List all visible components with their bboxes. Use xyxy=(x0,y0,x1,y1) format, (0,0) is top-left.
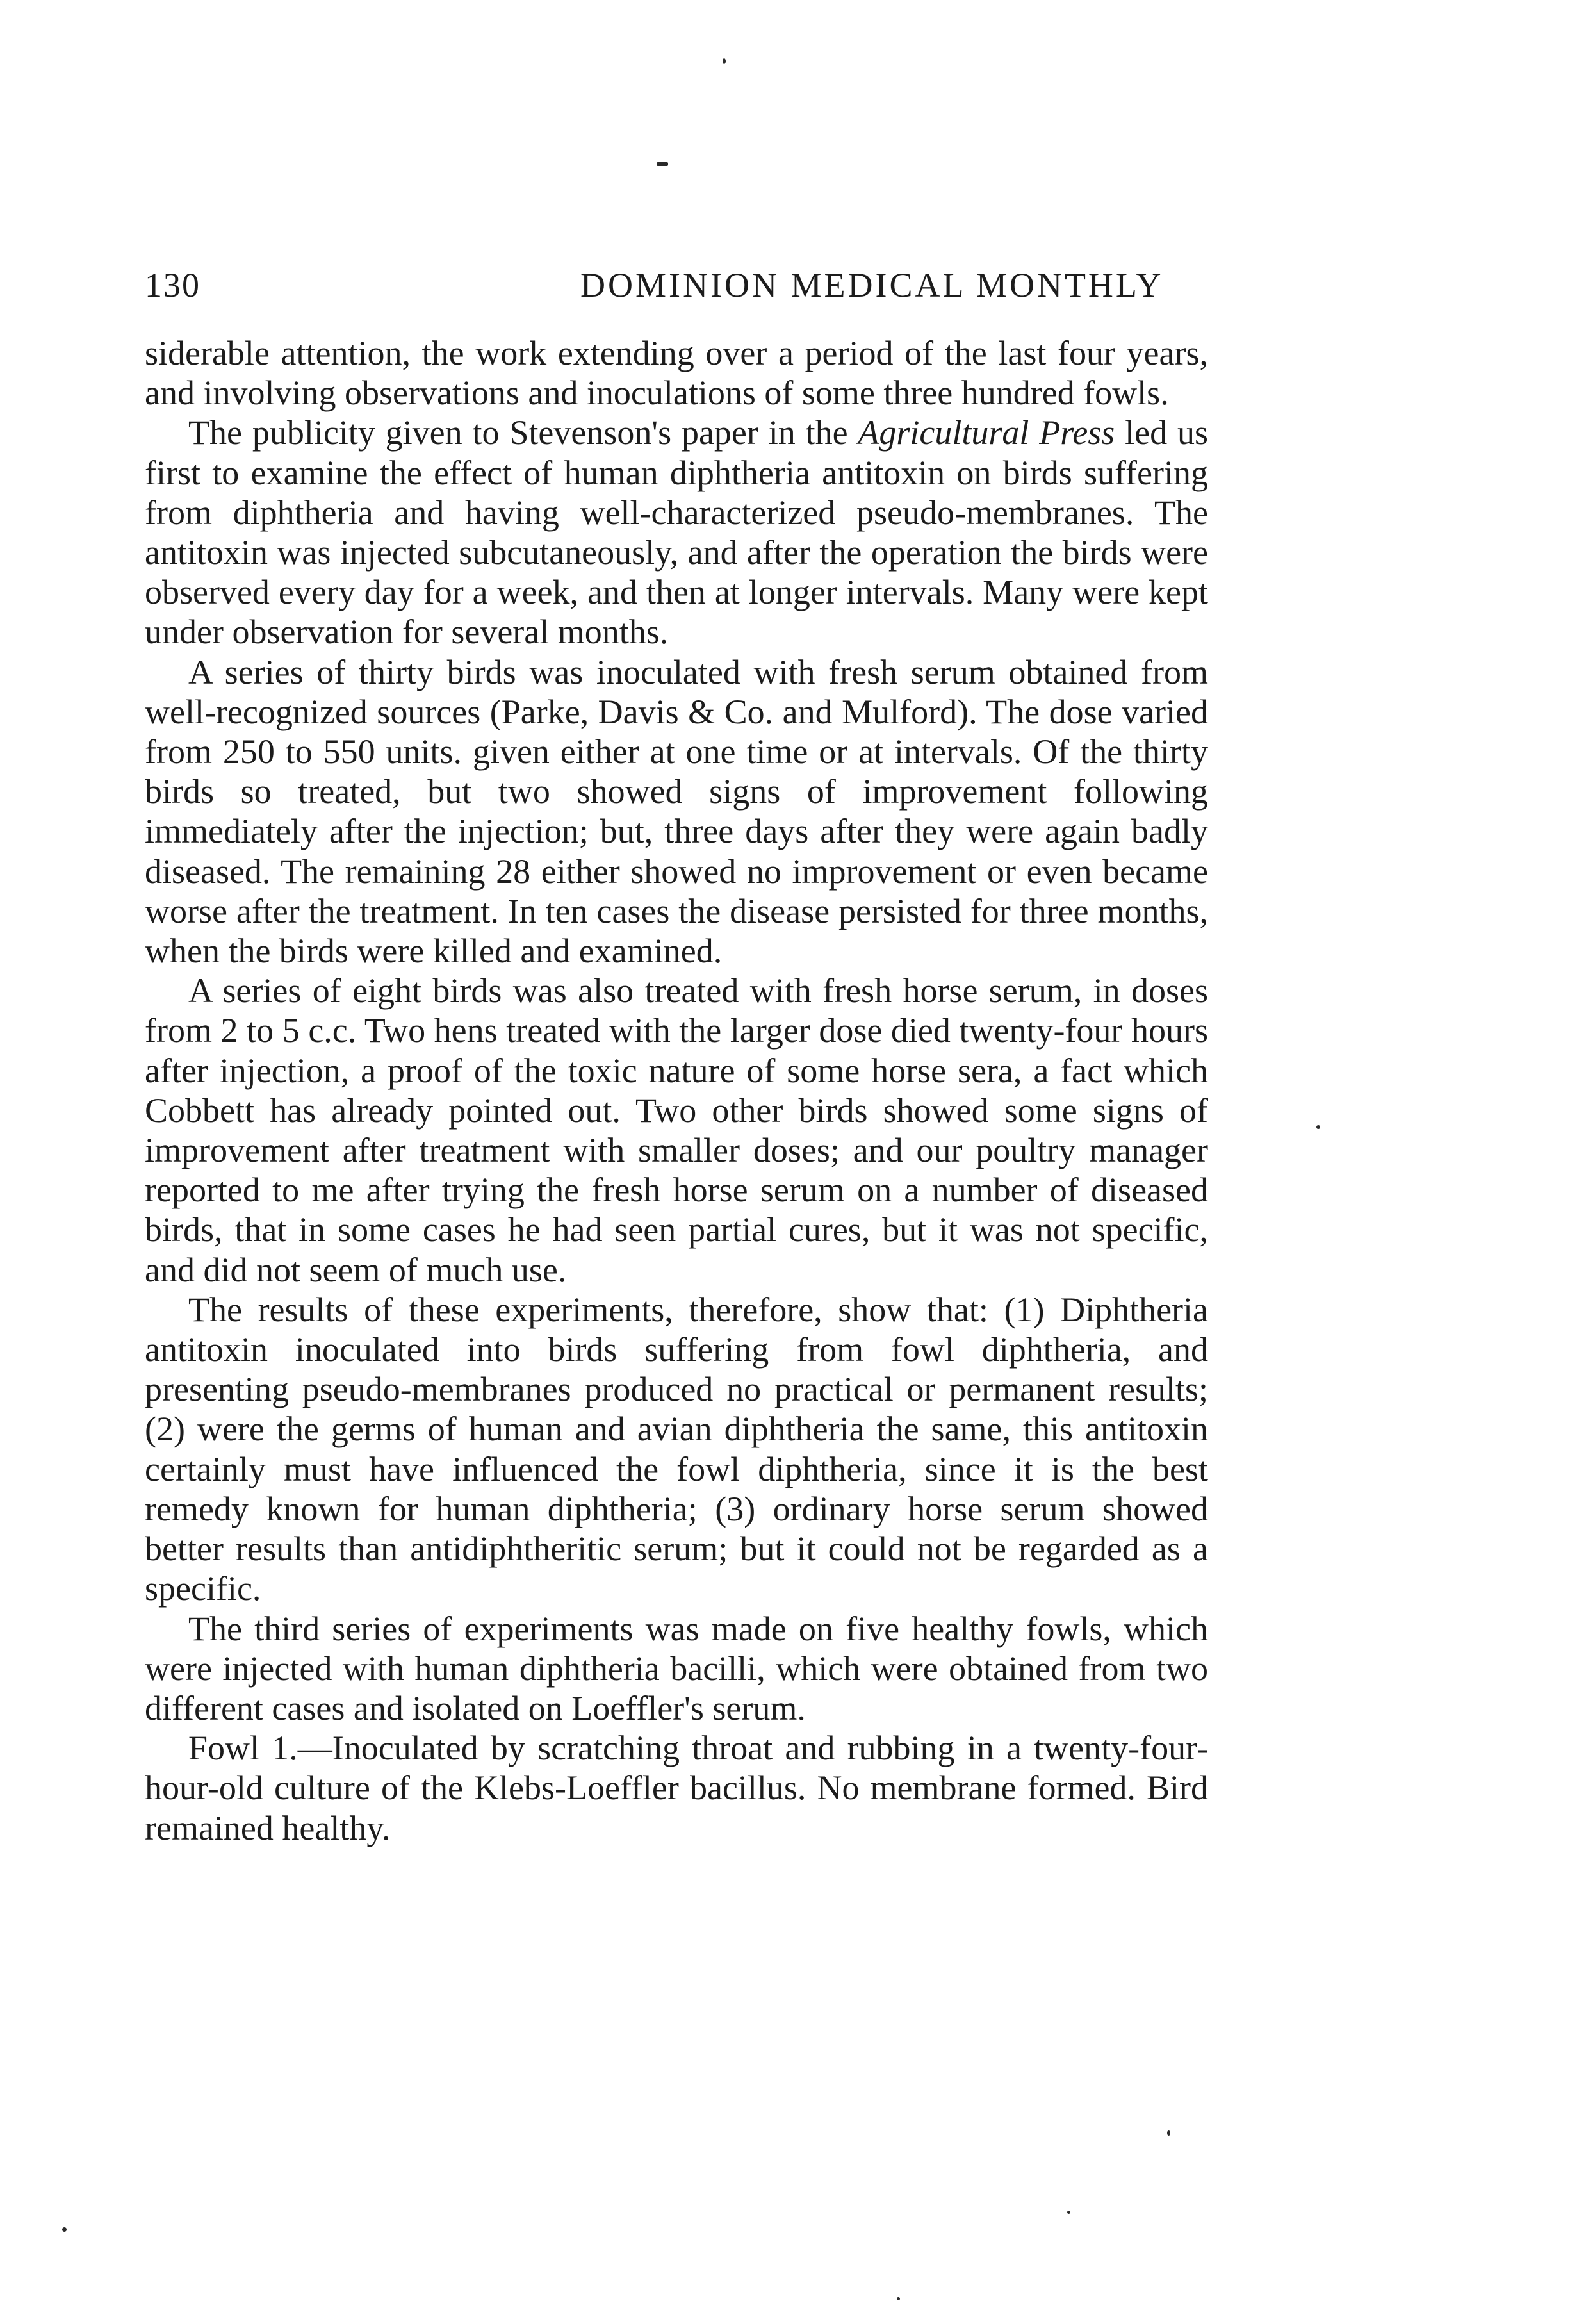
ink-speck xyxy=(657,162,668,166)
ink-speck xyxy=(1067,2211,1070,2214)
journal-title: DOMINION MEDICAL MONTHLY xyxy=(580,266,1164,304)
ink-speck xyxy=(62,2227,67,2232)
paragraph-6: The third series of experiments was made on five healthy fowls, which were injected with human diphtheria bacilli, which were obtained from two different cases and isolated on Loeffler's serum. xyxy=(145,1609,1208,1727)
ink-speck xyxy=(1167,2130,1170,2136)
ink-speck xyxy=(1316,1125,1320,1129)
paragraph-5: The results of these experiments, therefore, show that: (1) Diphtheria antitoxin inoculated into birds suffering from fowl diphtheria, and presenting pseudo-membranes produced no practical or permanent results; (2) were the germs of human and avian diphtheria the same, this antitoxin certainly must have influenced the fowl diphtheria, since it is the best remedy known for human diphtheria; (3) ordinary horse serum showed better results than antidiphtheritic serum; but it could not be regarded as a specific. xyxy=(145,1290,1208,1608)
ink-speck xyxy=(897,2297,900,2300)
ink-speck xyxy=(723,58,726,64)
running-head xyxy=(145,260,1208,311)
paragraph-2-rest: led us first to examine the effect of human diphtheria antitoxin on birds suffering from diphtheria and having well-characterized pseudo-membranes. The antitoxin was injected subcutaneously, and after the operation the birds were observed every day for a week, and then at longer intervals. Many were kept under observation for several months. xyxy=(145,413,1208,652)
page-number: 130 xyxy=(145,266,200,304)
paragraph-7: Fowl 1.—Inoculated by scratching throat and rubbing in a twenty-four-hour-old culture of the Klebs-Loeffler bacillus. No membrane formed. Bird remained healthy. xyxy=(145,1729,1208,1847)
article-body xyxy=(145,333,1208,1848)
paragraph-4: A series of eight birds was also treated with fresh horse serum, in doses from 2 to 5 c.c. Two hens treated with the larger dose died twenty-four hours after injection, a proof of the toxic nature of some horse sera, a fact which Cobbett has already pointed out. Two other birds showed some signs of improvement after treatment with smaller doses; and our poultry manager reported to me after trying the fresh horse serum on a number of diseased birds, that in some cases he had seen partial cures, but it was not specific, and did not seem of much use. xyxy=(145,971,1208,1289)
paragraph-1: siderable attention, the work extending over a period of the last four years, and involving observations and inoculations of some three hundred fowls. xyxy=(145,334,1208,413)
paragraph-2-start: The publicity given to Stevenson's paper in the xyxy=(188,413,858,452)
paragraph-3: A series of thirty birds was inoculated with fresh serum obtained from well-recognized sources (Parke, Davis & Co. and Mulford). The dose varied from 250 to 550 units. given either at one time or at intervals. Of the thirty birds so treated, but two showed signs of improvement following immediately after the injection; but, three days after they were again badly diseased. The remaining 28 either showed no improvement or even became worse after the treatment. In ten cases the disease persisted for three months, when the birds were killed and examined. xyxy=(145,652,1208,971)
paragraph-2 xyxy=(145,413,1208,652)
publication-title: Agricultural Press xyxy=(858,413,1115,452)
